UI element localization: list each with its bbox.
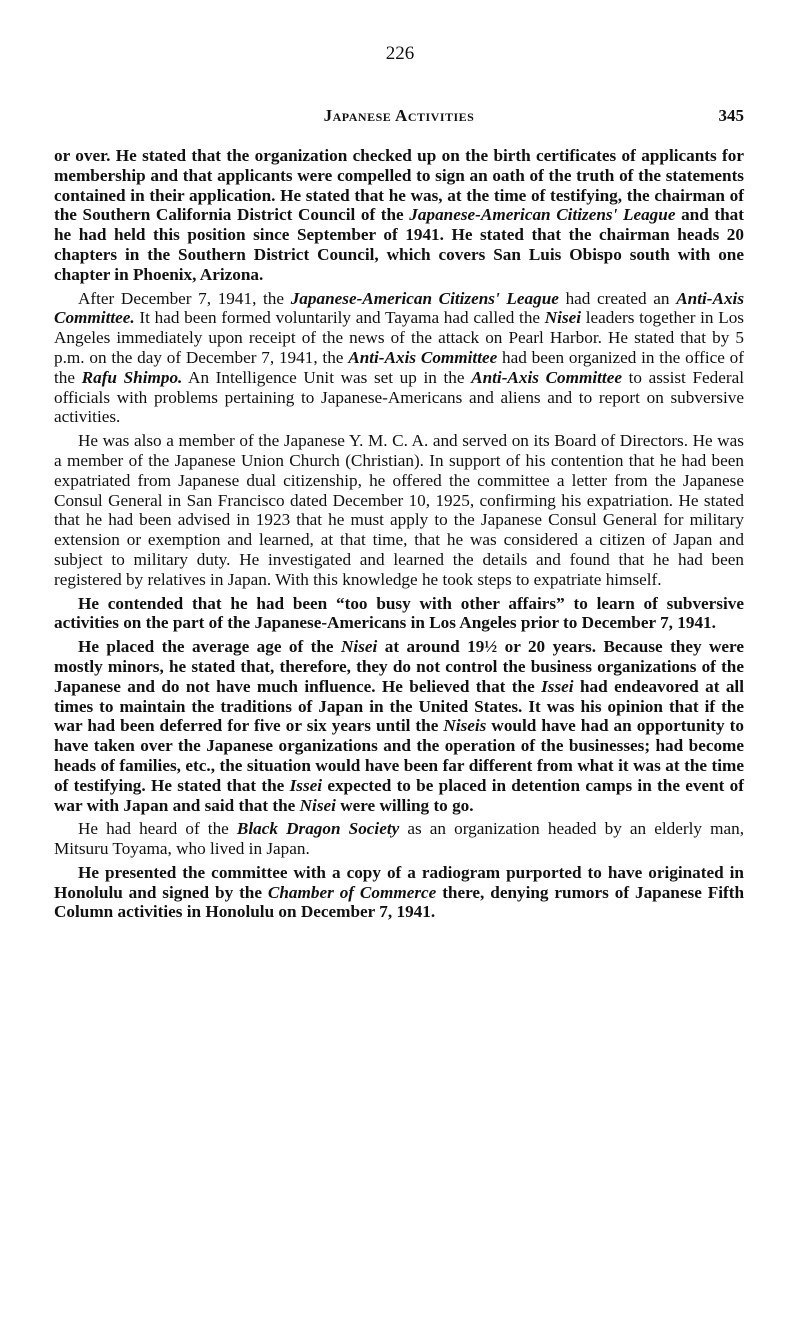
text-run: would have had an opportunity to have taken over the Japanese organizations and the operation of the businesses; had become heads of families, etc., the situation would have been far different from what it was at the time of testifying. He stated that the — [54, 716, 744, 795]
text-run: had endeavored at all times to maintain the traditions of Japan in the United States. It was his opinion that if the war had been deferred for five or six years until the — [54, 676, 744, 736]
folio-number: 345 — [718, 106, 744, 125]
text-run: It had been formed voluntarily and Tayama had called the — [134, 308, 545, 328]
running-head — [54, 106, 744, 128]
italic-term: Issei — [289, 775, 323, 795]
text-run: An Intelligence Unit was set up in the — [182, 367, 472, 387]
text-run: as an organization headed by an elderly man, Mitsuru Toyama, who lived in Japan. — [54, 819, 744, 859]
paragraph — [54, 289, 744, 428]
text-run: were willing to go. — [335, 795, 474, 815]
running-title: Japanese Activities — [323, 106, 475, 125]
text-run: He had heard of the — [78, 819, 237, 839]
italic-term: Japanese-American Citizens' League — [290, 288, 559, 308]
text-run: at around 19½ or 20 years. Because they were mostly minors, he stated that, therefore, they do not control the business organizations of the Japanese and do not have much influence. He believed that the — [54, 637, 744, 696]
page-number: 226 — [385, 43, 415, 64]
text-run: expected to be placed in detention camps in the event of war with Japan and said that the — [54, 775, 744, 815]
italic-term: Anti-Axis Committee — [348, 347, 498, 367]
italic-term: Niseis — [443, 716, 487, 736]
italic-term: Nisei — [341, 637, 378, 657]
text-run: He presented the committee with a copy of a radiogram purported to have originated in Honolulu and signed by the — [54, 862, 744, 902]
text-run: there, denying rumors of Japanese Fifth Column activities in Honolulu on December 7, 1941. — [54, 882, 745, 922]
paragraph — [54, 431, 744, 589]
text-run: or over. He stated that the organization checked up on the birth certificates of applicants for membership and that applicants were compelled to sign an oath of the truth of the statements contained in their application. He stated that he was, at the time of testifying, the chairman of the Southern California District Council of the — [54, 146, 744, 225]
paragraph — [54, 819, 744, 859]
italic-term: Black Dragon Society — [236, 819, 400, 839]
italic-term: Anti-Axis Committee. — [54, 288, 745, 328]
italic-term: Anti-Axis Committee — [471, 367, 622, 387]
text-run: and that he had held this position since September of 1941. He stated that the chairman heads 20 chapters in the Southern District Council, which covers San Luis Obispo south with one chapter in Phoenix, Arizona. — [54, 205, 744, 284]
text-run: to assist Federal officials with problems pertaining to Japanese-Americans and aliens and to report on subversive activities. — [54, 367, 744, 427]
text-run: After December 7, 1941, the — [78, 288, 291, 308]
paragraph — [54, 594, 744, 634]
italic-term: Nisei — [299, 795, 336, 815]
paragraph — [54, 637, 744, 815]
body-text — [54, 146, 744, 926]
text-run: leaders together in Los Angeles immediately upon receipt of the news of the attack on Pearl Harbor. He stated that by 5 p.m. on the day of December 7, 1941, the — [54, 308, 744, 367]
italic-term: Rafu Shimpo. — [81, 367, 183, 387]
paragraph — [54, 146, 744, 285]
paragraph — [54, 863, 744, 922]
italic-term: Japanese-American Citizens' League — [409, 205, 676, 225]
text-run: He was also a member of the Japanese Y. M. C. A. and served on its Board of Directors. He was a member of the Japanese Union Church (Christian). In support of his contention that he had been expatriated from Japanese dual citizenship, he offered the committee a letter from the Japanese Consul General in San Francisco dated December 10, 1925, confirming his expatriation. He stated that he had been advised in 1923 that he must apply to the Japanese Consul General for military extension or exemption and learned, at that time, that he was considered a citizen of Japan and subject to military duty. He investigated and learned the details and found that he had been registered by relatives in Japan. With this knowledge he took steps to expatriate himself. — [54, 431, 744, 589]
italic-term: Nisei — [544, 308, 582, 328]
italic-term: Issei — [541, 676, 574, 696]
italic-term: Chamber of Commerce — [267, 882, 437, 902]
text-run: had been organized in the office of the — [54, 347, 744, 387]
text-run: He contended that he had been “too busy with other affairs” to learn of subversive activities on the part of the Japanese-Americans in Los Angeles prior to December 7, 1941. — [54, 593, 744, 633]
text-run: had created an — [558, 288, 677, 308]
text-run: He placed the average age of the — [78, 637, 342, 657]
